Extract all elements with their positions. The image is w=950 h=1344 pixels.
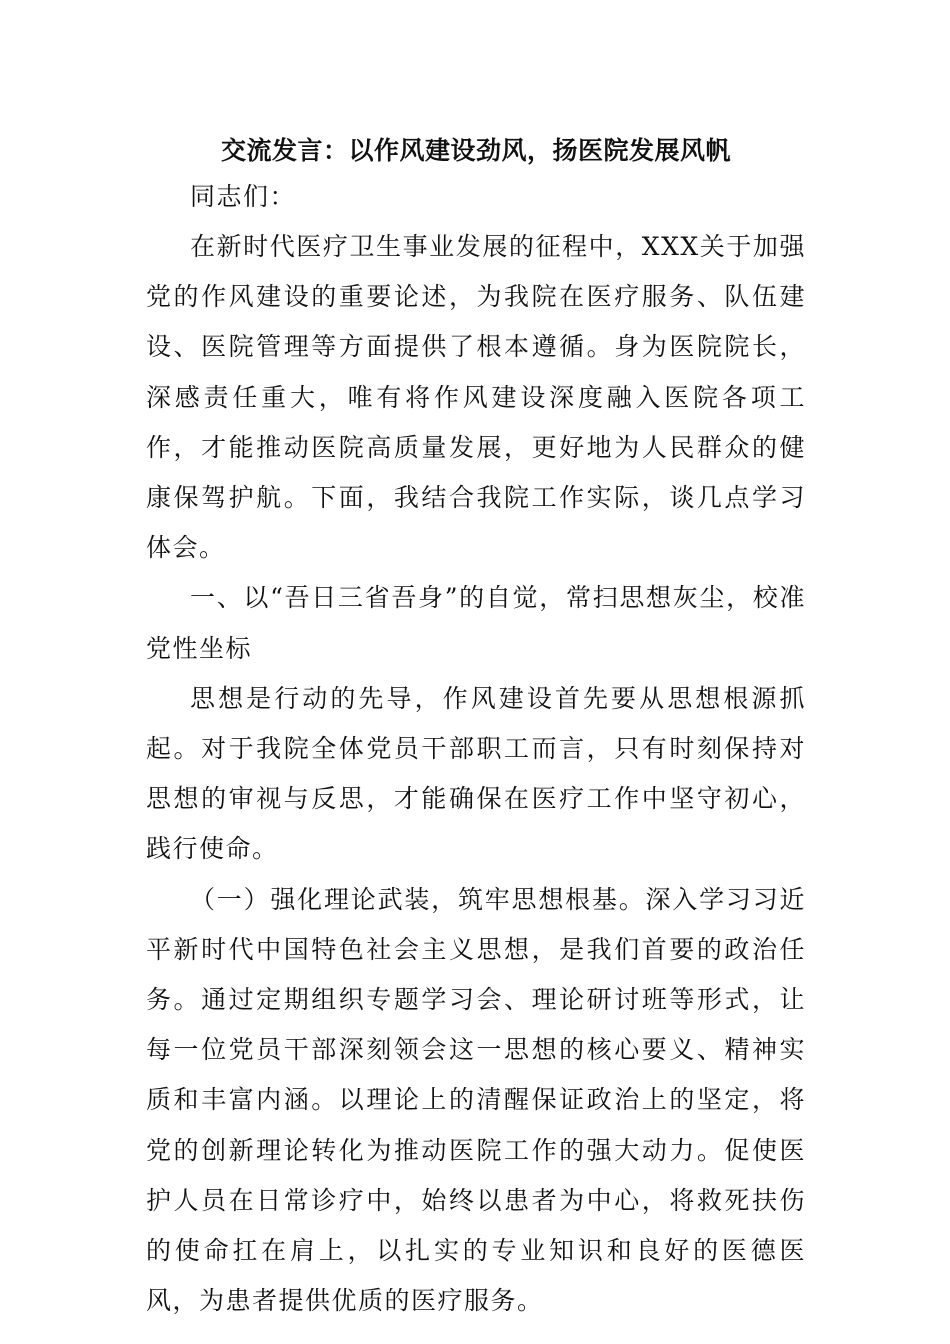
document-title: 交流发言：以作风建设劲风，扬医院发展风帆 bbox=[220, 136, 731, 165]
paragraph-section-1: 思想是行动的先导，作风建设首先要从思想根源抓起。对于我院全体党员干部职工而言，只有时刻保持对思想的审视与反思，才能确保在医疗工作中坚守初心，践行使命。 bbox=[146, 683, 806, 864]
paragraph-intro: 在新时代医疗卫生事业发展的征程中，XXX关于加强党的作风建设的重要论述，为我院在医疗服务、队伍建设、医院管理等方面提供了根本遵循。身为医院院长，深感责任重大，唯有将作风建设深度融入医院各项工作，才能推动医院高质量发展，更好地为人民群众的健康保驾护航。下面，我结合我院工作实际，谈几点学习体会。 bbox=[146, 232, 806, 563]
greeting: 同志们： bbox=[190, 182, 297, 211]
document-page bbox=[146, 130, 806, 1326]
paragraph-subsection-1: （一）强化理论武装，筑牢思想根基。深入学习习近平新时代中国特色社会主义思想，是我们首要的政治任务。通过定期组织专题学习会、理论研讨班等形式，让每一位党员干部深刻领会这一思想的核心要义、精神实质和丰富内涵。以理论上的清醒保证政治上的坚定，将党的创新理论转化为推动医院工作的强大动力。促使医护人员在日常诊疗中，始终以患者为中心，将救死扶伤的使命扛在肩上，以扎实的专业知识和良好的医德医风，为患者提供优质的医疗服务。 bbox=[146, 884, 806, 1316]
section-heading-1: 一、以“吾日三省吾身”的自觉，常扫思想灰尘，校准党性坐标 bbox=[146, 583, 806, 663]
